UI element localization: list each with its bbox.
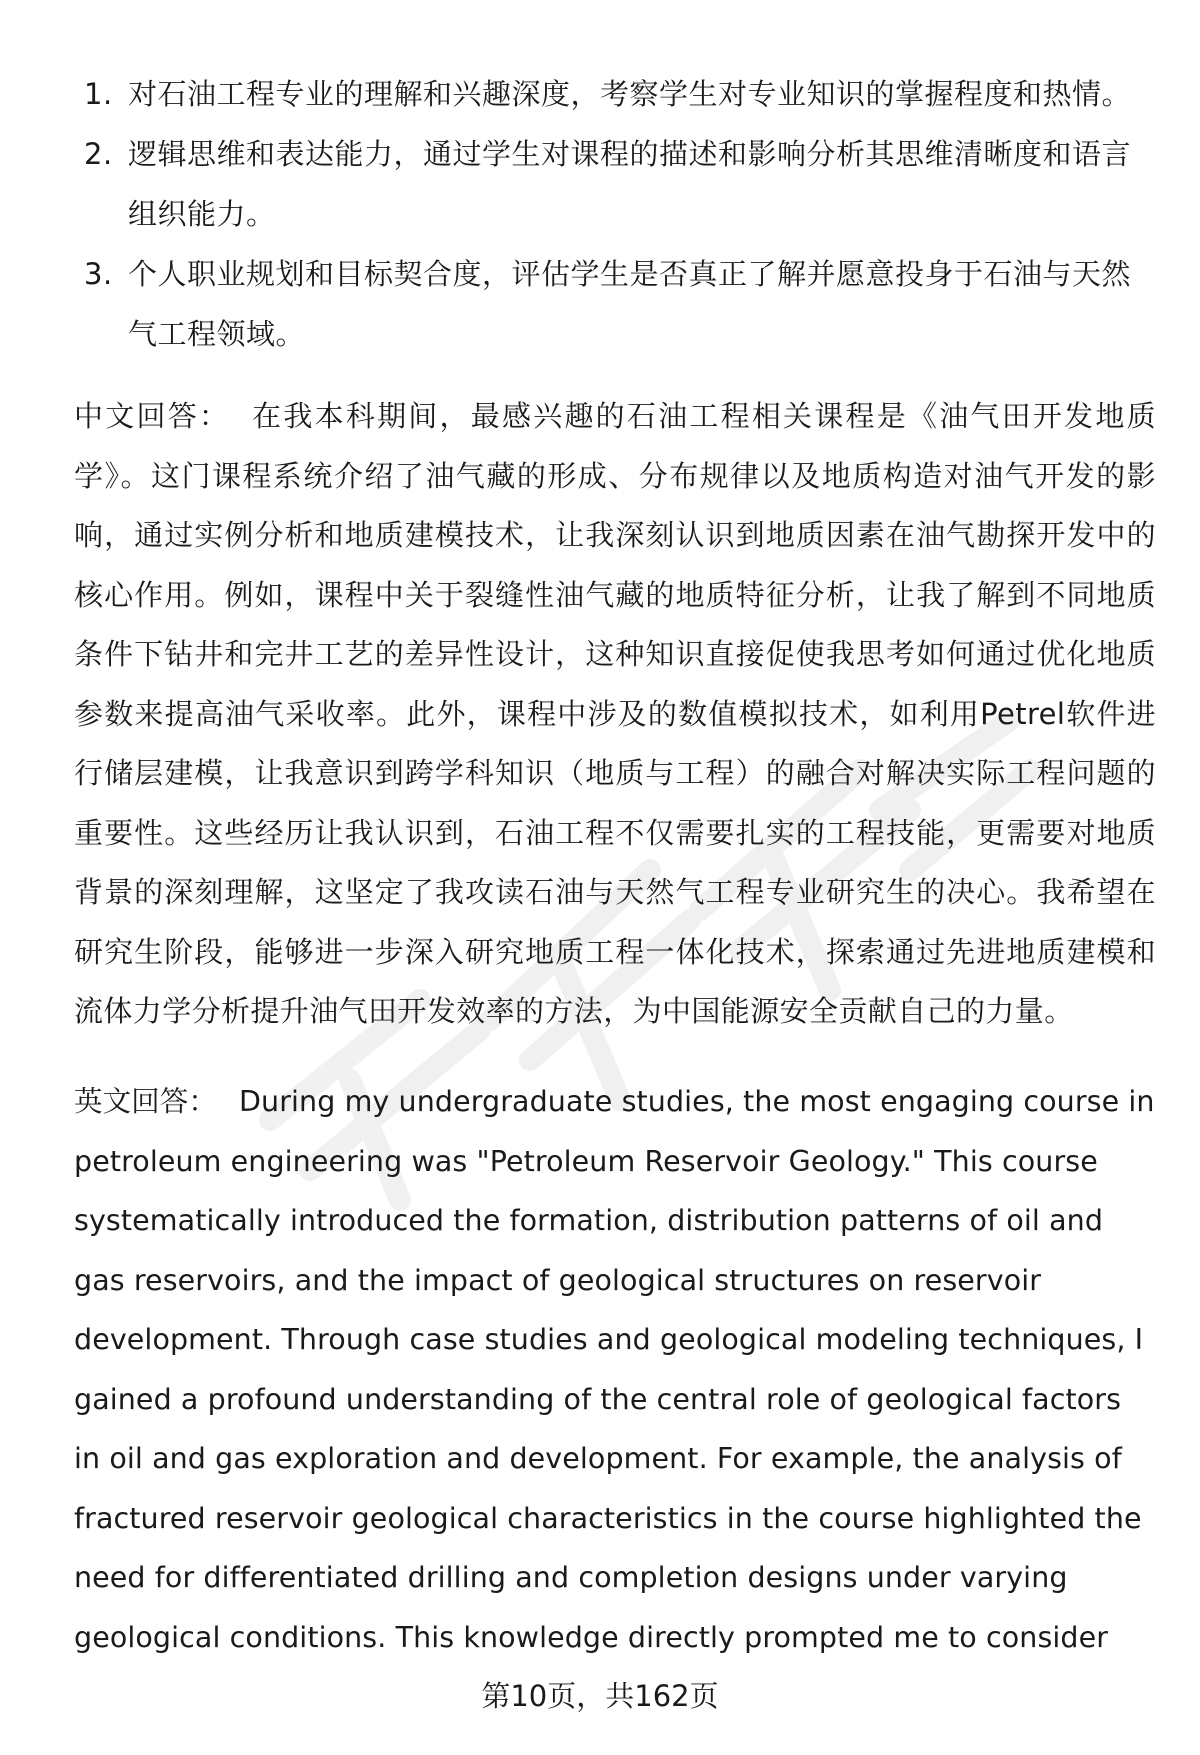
criteria-text: 个人职业规划和目标契合度，评估学生是否真正了解并愿意投身于石油与天然气工程领域。 — [128, 257, 1132, 351]
criteria-item — [84, 64, 1150, 124]
criteria-text: 对石油工程专业的理解和兴趣深度，考察学生对专业知识的掌握程度和热情。 — [128, 77, 1132, 111]
page-number-footer: 第10页，共162页 — [481, 1679, 719, 1713]
criteria-item — [84, 244, 1150, 364]
chinese-answer-paragraph — [74, 387, 1156, 1042]
english-answer-label: 英文回答： — [74, 1085, 218, 1118]
english-answer-paragraph — [74, 1072, 1156, 1667]
criteria-text: 逻辑思维和表达能力，通过学生对课程的描述和影响分析其思维清晰度和语言组织能力。 — [128, 137, 1132, 231]
criteria-number: 3. — [84, 257, 113, 291]
chinese-answer-text: 在我本科期间，最感兴趣的石油工程相关课程是《油气田开发地质学》。这门课程系统介绍了油气藏的形成、分布规律以及地质构造对油气开发的影响，通过实例分析和地质建模技术，让我深刻认识到地质因素在油气勘探开发中的核心作用。例如，课程中关于裂缝性油气藏的地质特征分析，让我了解到不同地质条件下钻井和完井工艺的差异性设计，这种知识直接促使我思考如何通过优化地质参数来提高油气采收率。此外，课程中涉及的数值模拟技术，如利用Petrel软件进行储层建模，让我意识到跨学科知识（地质与工程）的融合对解决实际工程问题的重要性。这些经历让我认识到，石油工程不仅需要扎实的工程技能，更需要对地质背景的深刻理解，这坚定了我攻读石油与天然气工程专业研究生的决心。我希望在研究生阶段，能够进一步深入研究地质工程一体化技术，探索通过先进地质建模和流体力学分析提升油气田开发效率的方法，为中国能源安全贡献自己的力量。 — [74, 399, 1156, 1028]
english-answer-text: During my undergraduate studies, the most engaging course in petroleum engineering was "Petroleum Reservoir Geology." This course systematically introduced the formation, distribution patterns of oil and gas reservoirs, and the impact of geological structures on reservoir development. Through case studies and geological modeling techniques, I gained a profound understanding of the central role of geological factors in oil and gas exploration and development. For example, the analysis of fractured reservoir geological characteristics in the course highlighted the need for differentiated drilling and completion designs under varying geological conditions. This knowledge directly prompted me to consider — [74, 1085, 1155, 1654]
criteria-number: 1. — [84, 77, 113, 111]
evaluation-criteria-list — [84, 64, 1150, 364]
criteria-number: 2. — [84, 137, 113, 171]
chinese-answer-label: 中文回答： — [74, 399, 231, 433]
criteria-item — [84, 124, 1150, 244]
